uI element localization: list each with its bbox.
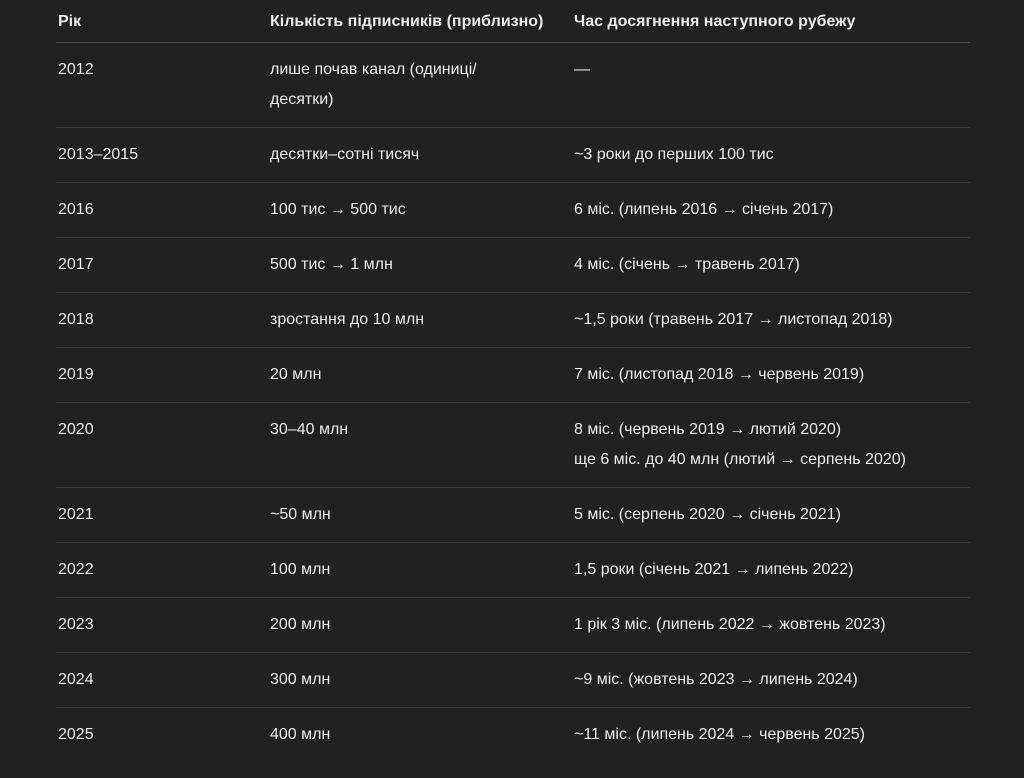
table-row	[56, 708, 970, 763]
cell-subscribers-line: ~50 млн	[270, 506, 331, 523]
cell-year: 2020	[56, 403, 268, 488]
cell-subscribers	[268, 403, 572, 488]
cell-year: 2025	[58, 726, 94, 743]
table-row	[56, 653, 970, 708]
cell-year: 2022	[56, 543, 268, 598]
cell-time	[572, 708, 970, 763]
cell-time-line: 5 міс. (серпень 2020 → січень 2021)	[574, 506, 841, 523]
table-row	[56, 128, 970, 183]
cell-time-line: ~9 міс. (жовтень 2023 → липень 2024)	[574, 671, 858, 688]
cell-year: 2016	[56, 183, 268, 238]
cell-time-line: ~3 роки до перших 100 тис	[574, 146, 774, 163]
cell-year: 2013–2015	[56, 128, 268, 183]
cell-time	[572, 238, 970, 293]
table-row	[56, 598, 970, 653]
cell-time-line: ~1,5 роки (травень 2017 → листопад 2018)	[574, 311, 893, 328]
cell-time	[572, 43, 970, 128]
cell-time-line: 6 міс. (липень 2016 → січень 2017)	[574, 201, 834, 218]
cell-subscribers-line: 20 млн	[270, 366, 322, 383]
table-row	[56, 238, 970, 293]
cell-subscribers	[268, 653, 572, 708]
table-row	[56, 43, 970, 128]
cell-time	[572, 543, 970, 598]
cell-time-line: 8 міс. (червень 2019 → лютий 2020)	[574, 421, 842, 438]
cell-year: 2018	[56, 293, 268, 348]
cell-subscribers	[268, 543, 572, 598]
cell-time	[572, 128, 970, 183]
cell-subscribers-line: 100 тис → 500 тис	[270, 201, 406, 218]
header-subscribers: Кількість підписників (приблизно)	[268, 0, 572, 43]
cell-subscribers	[268, 128, 572, 183]
cell-year: 2021	[56, 488, 268, 543]
table-row	[56, 543, 970, 598]
cell-time-line: 1 рік 3 міс. (липень 2022 → жовтень 2023)	[574, 616, 886, 633]
cell-time-line: 1,5 роки (січень 2021 → липень 2022)	[574, 561, 854, 578]
cell-subscribers	[268, 183, 572, 238]
cell-time	[572, 598, 970, 653]
cell-subscribers-line: 200 млн	[270, 616, 331, 633]
cell-time	[572, 293, 970, 348]
cell-year: 2024	[56, 653, 268, 708]
cell-subscribers	[268, 238, 572, 293]
header-time: Час досягнення наступного рубежу	[572, 0, 970, 43]
cell-time	[572, 653, 970, 708]
cell-time-line: 4 міс. (січень → травень 2017)	[574, 256, 800, 273]
cell-year: 2017	[56, 238, 268, 293]
cell-year: 2019	[56, 348, 268, 403]
cell-subscribers-line: 100 млн	[270, 561, 331, 578]
cell-time	[572, 183, 970, 238]
cell-subscribers	[268, 293, 572, 348]
table-row	[56, 488, 970, 543]
table-header	[56, 0, 970, 43]
table-row	[56, 293, 970, 348]
cell-subscribers	[268, 598, 572, 653]
cell-time-line: ще 6 міс. до 40 млн (лютий → серпень 2020)	[574, 451, 906, 468]
cell-subscribers-line: лише почав канал (одиниці/	[270, 61, 477, 78]
cell-subscribers-line: десятки–сотні тисяч	[270, 146, 420, 163]
cell-time-line: ~11 міс. (липень 2024 → червень 2025)	[574, 726, 865, 743]
table-row	[56, 403, 970, 488]
cell-time	[572, 348, 970, 403]
cell-subscribers-line: 300 млн	[270, 671, 331, 688]
table-row	[56, 348, 970, 403]
cell-subscribers	[268, 43, 572, 128]
cell-subscribers-line: десятки)	[270, 91, 334, 108]
header-row	[56, 0, 970, 43]
cell-year: 2012	[56, 43, 268, 128]
subscribers-table-container	[56, 0, 970, 762]
cell-time-line: —	[574, 61, 590, 78]
table-body	[56, 43, 970, 763]
table-row	[56, 183, 970, 238]
cell-subscribers-line: 400 млн	[270, 726, 331, 743]
cell-subscribers	[268, 348, 572, 403]
cell-subscribers	[268, 488, 572, 543]
cell-year: 2023	[56, 598, 268, 653]
cell-subscribers	[268, 708, 572, 763]
cell-subscribers-line: 500 тис → 1 млн	[270, 256, 393, 273]
subscribers-table	[56, 0, 970, 762]
cell-time	[572, 403, 970, 488]
cell-time-line: 7 міс. (листопад 2018 → червень 2019)	[574, 366, 865, 383]
header-year: Рік	[56, 0, 268, 43]
cell-time	[572, 488, 970, 543]
cell-subscribers-line: 30–40 млн	[270, 421, 349, 438]
cell-subscribers-line: зростання до 10 млн	[270, 311, 425, 328]
